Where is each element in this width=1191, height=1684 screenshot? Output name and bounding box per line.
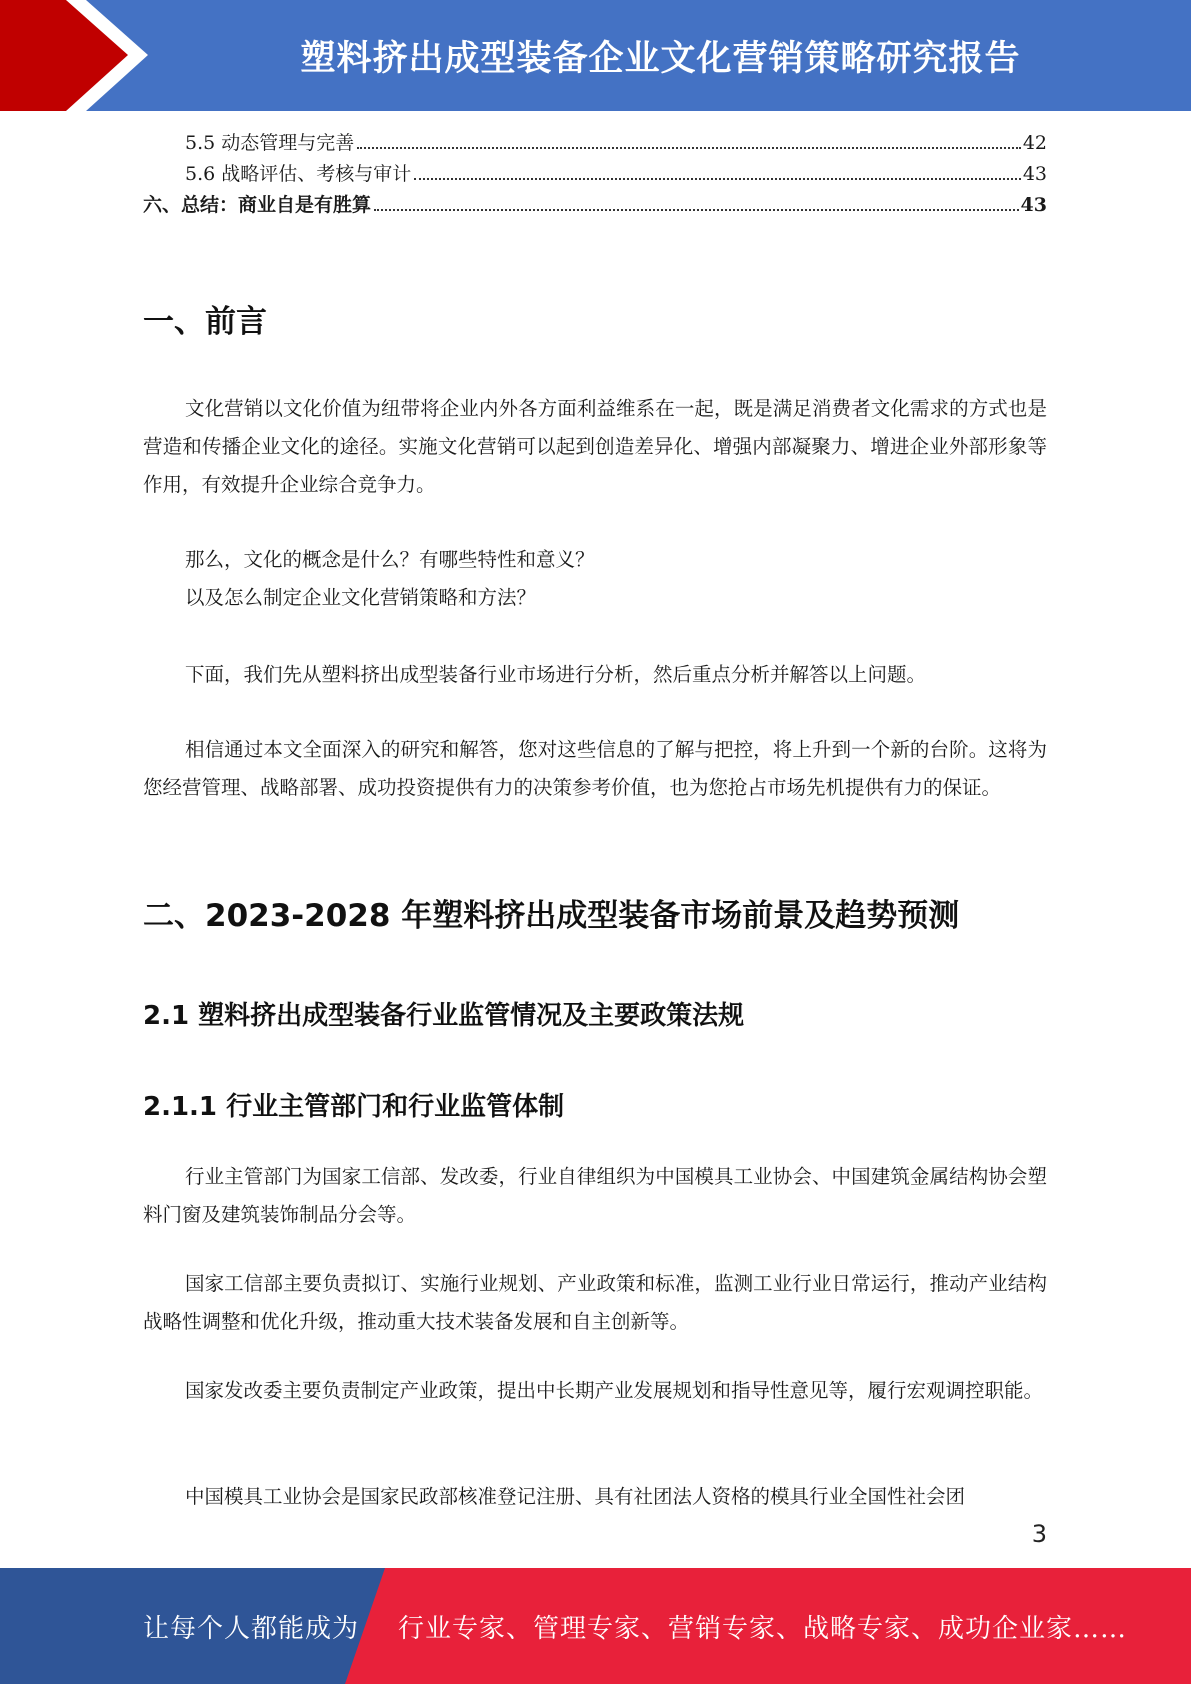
paragraph-value-statement: 相信通过本文全面深入的研究和解答，您对这些信息的了解与把控，将上升到一个新的台阶。这将为您经营管理、战略部署、成功投资提供有力的决策参考价值，也为您抢占市场先机提供有力的保证。 — [143, 738, 1047, 799]
paragraph-authorities: 行业主管部门为国家工信部、发改委，行业自律组织为中国模具工业协会、中国建筑金属结构协会塑料门窗及建筑装饰制品分会等。 — [143, 1165, 1047, 1226]
paragraph-cultural-marketing: 文化营销以文化价值为纽带将企业内外各方面利益维系在一起，既是满足消费者文化需求的方式也是营造和传播企业文化的途径。实施文化营销可以起到创造差异化、增强内部凝聚力、增进企业外部形象等作用，有效提升企业综合竞争力。 — [143, 397, 1047, 496]
toc-entry[interactable] — [143, 128, 1047, 159]
toc-leader-dots — [414, 178, 1021, 180]
toc-entry-page: 43 — [1020, 194, 1047, 216]
section-heading-market-outlook: 二、2023-2028 年塑料挤出成型装备市场前景及趋势预测 — [143, 898, 960, 934]
subsection-heading-regulation: 2.1 塑料挤出成型装备行业监管情况及主要政策法规 — [143, 1001, 745, 1031]
toc-entry-text: 5.6 战略评估、考核与审计 — [185, 163, 412, 185]
section-heading-preface: 一、前言 — [143, 304, 267, 340]
toc-entry-page: 43 — [1022, 163, 1047, 185]
toc-entry[interactable] — [143, 190, 1047, 221]
toc-leader-dots — [357, 147, 1021, 149]
footer-slogan-right: 行业专家、管理专家、营销专家、战略专家、成功企业家…… — [398, 1613, 1128, 1644]
toc-entry-text: 六、总结：商业自是有胜算 — [143, 194, 372, 216]
header-title: 塑料挤出成型装备企业文化营销策略研究报告 — [300, 38, 1021, 79]
subsection-heading-authorities: 2.1.1 行业主管部门和行业监管体制 — [143, 1092, 565, 1122]
table-of-contents — [143, 128, 1047, 221]
footer-slogan-left: 让每个人都能成为 — [143, 1613, 360, 1644]
toc-entry[interactable] — [143, 159, 1047, 190]
header-banner — [0, 0, 1191, 111]
question-line: 那么，文化的概念是什么？有哪些特性和意义？ — [185, 548, 595, 571]
paragraph-analysis-intro: 下面，我们先从塑料挤出成型装备行业市场进行分析，然后重点分析并解答以上问题。 — [185, 663, 927, 686]
paragraph-ndrc: 国家发改委主要负责制定产业政策，提出中长期产业发展规划和指导性意见等，履行宏观调控职能。 — [185, 1379, 1044, 1402]
paragraph-miit: 国家工信部主要负责拟订、实施行业规划、产业政策和标准，监测工业行业日常运行，推动产业结构战略性调整和优化升级，推动重大技术装备发展和自主创新等。 — [143, 1272, 1047, 1333]
toc-leader-dots — [374, 209, 1019, 211]
footer-banner — [0, 1568, 1191, 1684]
page-number: 3 — [1031, 1520, 1047, 1548]
paragraph-mould-association: 中国模具工业协会是国家民政部核准登记注册、具有社团法人资格的模具行业全国性社会团 — [185, 1485, 966, 1508]
toc-entry-page: 42 — [1022, 132, 1047, 154]
question-line: 以及怎么制定企业文化营销策略和方法？ — [185, 586, 537, 609]
toc-entry-text: 5.5 动态管理与完善 — [185, 132, 355, 154]
